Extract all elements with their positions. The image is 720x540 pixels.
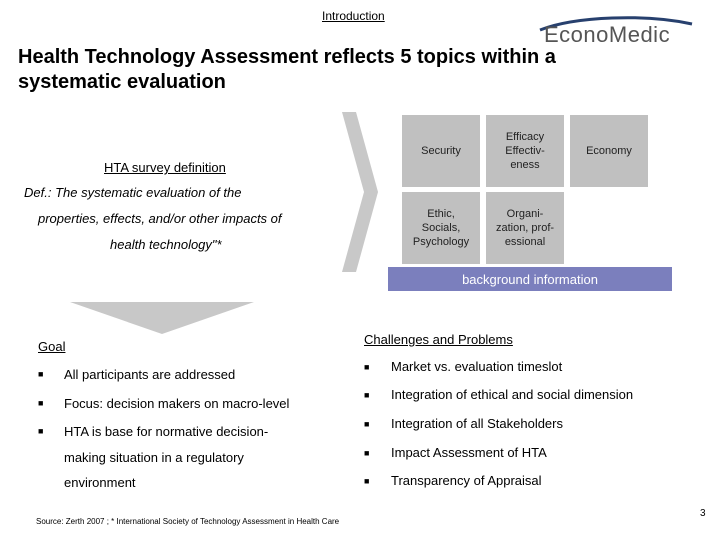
square-bullet-icon: ■ [38,369,44,379]
challenge-item: Impact Assessment of HTA [391,445,547,460]
square-bullet-icon: ■ [364,362,370,372]
square-bullet-icon: ■ [364,390,370,400]
square-bullet-icon: ■ [364,476,370,486]
topic-organization [486,192,564,264]
topic-ethic-label: Ethic, Socials, Psychology [412,208,470,248]
right-chevron-icon [342,112,378,272]
definition-line: health technology"* [110,237,222,252]
topic-ethic [402,192,480,264]
goal-item-continuation: environment [64,475,136,490]
challenges-heading: Challenges and Problems [364,332,513,347]
challenge-item: Integration of all Stakeholders [391,416,563,431]
definition-line: properties, effects, and/or other impacts of [38,211,282,226]
goal-item: All participants are addressed [64,367,236,382]
background-information-bar: background information [388,267,672,291]
definition-line: Def.: The systematic evaluation of the [24,185,242,200]
goal-heading: Goal [38,339,66,354]
square-bullet-icon: ■ [364,448,370,458]
challenge-item: Transparency of Appraisal [391,473,542,488]
square-bullet-icon: ■ [38,426,44,436]
topic-economy: Economy [570,115,648,187]
page-number: 3 [700,508,706,519]
goal-item-continuation: making situation in a regulatory [64,450,244,465]
goal-item: Focus: decision makers on macro-level [64,396,290,411]
definition-heading: HTA survey definition [104,160,226,175]
square-bullet-icon: ■ [38,398,44,408]
source-note: Source: Zerth 2007 ; * International Society of Technology Assessment in Health Care [36,517,340,526]
down-arrow-icon [70,302,254,334]
page-title: Health Technology Assessment reflects 5 topics within a systematic evaluation [18,46,556,93]
topic-efficacy-label: Efficacy Effectiv-eness [505,131,545,171]
topic-efficacy [486,115,564,187]
topic-security: Security [402,115,480,187]
section-label: Introduction [322,9,385,23]
topic-organization-label: Organi-zation, prof-essional [495,208,555,248]
goal-item: HTA is base for normative decision- [64,424,269,439]
challenge-item: Market vs. evaluation timeslot [391,359,563,374]
square-bullet-icon: ■ [364,419,370,429]
logo-text: EconoMedic [544,22,671,47]
challenge-item: Integration of ethical and social dimension [391,387,634,402]
